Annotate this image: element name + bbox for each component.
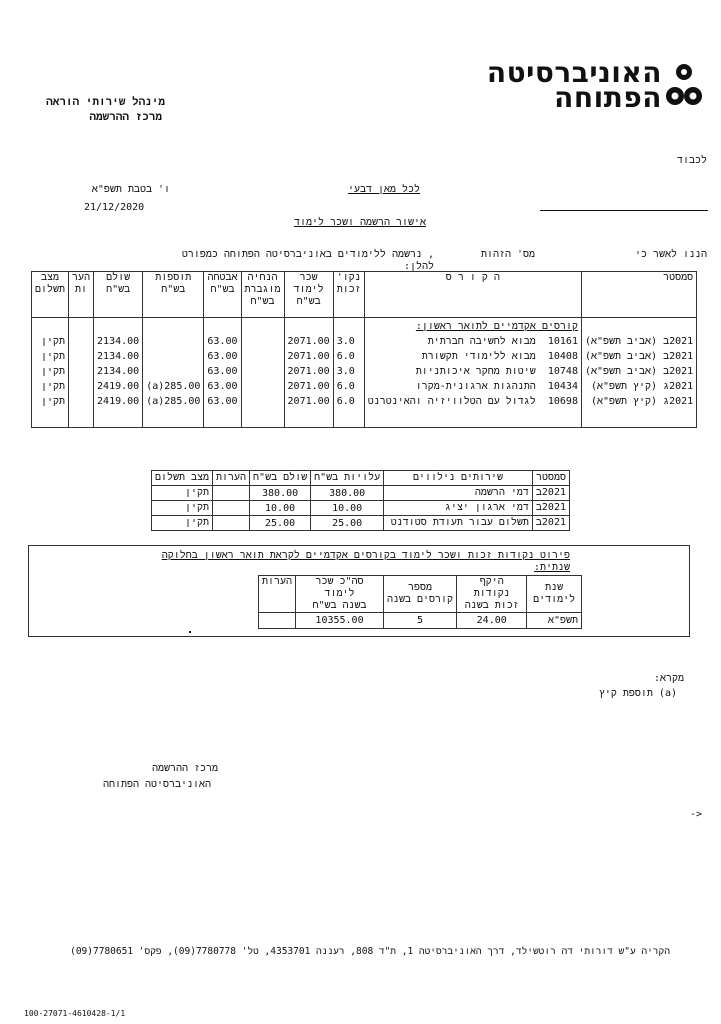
continuation-arrow: ->: [690, 809, 703, 820]
col-notes: הער ות: [69, 272, 94, 318]
section-title: קורסים אקדמיים לתואר ראשון:: [364, 318, 581, 337]
svc-paid: 10.00: [250, 501, 311, 516]
row-semester: 2021ג (קיץ תשפ"א): [581, 396, 696, 411]
row-insurance: 63.00: [204, 351, 241, 366]
row-credits: 6.0: [333, 381, 364, 396]
legend-title: מקרא:: [653, 673, 684, 684]
course-name: מבוא ללימודי תקשורת: [421, 351, 536, 362]
row-credits: 6.0: [333, 396, 364, 411]
col-paid: שולם בש"ח: [94, 272, 143, 318]
row-semester: 2021ב (אביב תשפ"א): [581, 351, 696, 366]
row-extras: [143, 366, 204, 381]
course-code: 10408: [547, 351, 578, 362]
row-course: [364, 381, 581, 396]
signature-line2: האוניברסיטה הפתוחה: [102, 779, 211, 790]
row-credits: 3.0: [333, 336, 364, 351]
intro-rest: , נרשמה ללימודים באוניברסיטה הפתוחה כמפורט להלן:: [181, 249, 434, 272]
dept-line2: מרכז ההרשמה: [89, 110, 162, 123]
table-spacer-row: [32, 411, 697, 427]
row-extras: 285.00(a): [143, 381, 204, 396]
addressee-label: לכבוד: [676, 155, 707, 166]
courses-table: [31, 271, 697, 428]
svc-cost: 10.00: [311, 501, 384, 516]
legend-item: (a) תוספת קיץ: [598, 688, 677, 699]
sum-notes: [259, 613, 296, 629]
row-semester: 2021ב (אביב תשפ"א): [581, 336, 696, 351]
services-header-row: [152, 471, 570, 486]
logo-icon: [666, 62, 702, 110]
row-extras: 285.00(a): [143, 396, 204, 411]
row-credits: 3.0: [333, 366, 364, 381]
svc-col-service: שירותים נילווים: [384, 471, 533, 486]
row-course: [364, 351, 581, 366]
intro-id: מס' הזהות: [480, 249, 535, 260]
table-row: [152, 486, 570, 501]
row-insurance: 63.00: [204, 381, 241, 396]
letter-subject: אישור הרשמה ושכר לימוד: [293, 217, 427, 228]
row-tuition: 2071.00: [284, 351, 333, 366]
svc-status: תקין: [152, 486, 213, 501]
col-enhanced: הנחיה מוגברת בש"ח: [241, 272, 284, 318]
summary-table: [258, 575, 582, 629]
row-course: [364, 396, 581, 411]
university-logo: [486, 56, 702, 114]
row-course: [364, 366, 581, 381]
svc-status: תקין: [152, 501, 213, 516]
course-code: 10434: [547, 381, 578, 392]
row-status: תקין: [41, 351, 66, 362]
signature-line1: מרכז ההרשמה: [151, 763, 218, 774]
logo-text-line1: האוניברסיטה: [486, 56, 662, 89]
row-paid: 2419.00: [94, 396, 143, 411]
row-paid: 2134.00: [94, 366, 143, 381]
col-course: ה ק ו ר ס: [364, 272, 581, 318]
hebrew-date: ו' בטבת תשפ"א: [91, 184, 170, 195]
col-insurance: אבטחה בש"ח: [204, 272, 241, 318]
row-extras: [143, 336, 204, 351]
row-tuition: 2071.00: [284, 381, 333, 396]
sum-col-year: שנת לימודים: [527, 576, 582, 613]
row-insurance: 63.00: [204, 366, 241, 381]
svc-semester: 2021ב: [532, 516, 569, 531]
course-code: 10161: [547, 336, 578, 347]
svc-paid: 380.00: [250, 486, 311, 501]
course-code: 10748: [547, 366, 578, 377]
row-extras: [143, 351, 204, 366]
svc-cost: 25.00: [311, 516, 384, 531]
course-name: מבוא לחשיבה חברתית: [427, 336, 536, 347]
col-semester: סמסטר: [581, 272, 696, 318]
svc-col-cost: עלויות בש"ח: [311, 471, 384, 486]
course-code: 10698: [547, 396, 578, 407]
col-tuition: שכר לימוד בש"ח: [284, 272, 333, 318]
svc-col-notes: הערות: [213, 471, 250, 486]
svc-paid: 25.00: [250, 516, 311, 531]
row-semester: 2021ג (קיץ תשפ"א): [581, 381, 696, 396]
services-table: [151, 470, 570, 531]
row-insurance: 63.00: [204, 396, 241, 411]
sum-year: תשפ"א: [527, 613, 582, 629]
svc-status: תקין: [152, 516, 213, 531]
col-status: מצב תשלום: [32, 272, 69, 318]
table-row: [32, 381, 697, 396]
sum-col-total: סה"כ שכר לימוד בשנה בש"ח: [296, 576, 384, 613]
row-paid: 2419.00: [94, 381, 143, 396]
row-paid: 2134.00: [94, 351, 143, 366]
col-credits: נקו' זכות: [333, 272, 364, 318]
sum-total: 10355.00: [296, 613, 384, 629]
document-code: 100-27071-4610428-1/1: [24, 1009, 126, 1018]
summary-title: פירוט נקודות זכות ושכר לימוד בקורסים אקדמיים לקראת תואר ראשון בחלוקה שנתית:: [161, 550, 570, 573]
sum-courses: 5: [383, 613, 456, 629]
section-title-row: [32, 318, 697, 337]
table-row: [152, 516, 570, 531]
row-status: תקין: [41, 336, 66, 347]
svc-semester: 2021ב: [532, 501, 569, 516]
row-credits: 6.0: [333, 351, 364, 366]
col-extras: תוספות בש"ח: [143, 272, 204, 318]
svc-col-semester: סמסטר: [532, 471, 569, 486]
table-row: [259, 613, 582, 629]
table-row: [32, 366, 697, 381]
row-status: תקין: [41, 381, 66, 392]
row-semester: 2021ב (אביב תשפ"א): [581, 366, 696, 381]
footer-address: הקריה ע"ש דורותי דה רוטשילד, דרך האוניברסיטה 1, ת"ד 808, רעננה 4353701, טל' 7780778(09), פקס' 7780651(09): [70, 946, 670, 957]
row-status: תקין: [41, 396, 66, 407]
summary-dot: [189, 631, 191, 633]
sum-col-notes: הערות: [259, 576, 296, 613]
svc-col-paid: שולם בש"ח: [250, 471, 311, 486]
gregorian-date: 21/12/2020: [84, 202, 145, 213]
summary-header-row: [259, 576, 582, 613]
row-course: [364, 336, 581, 351]
row-paid: 2134.00: [94, 336, 143, 351]
logo-text-line2: הפתוחה: [554, 81, 662, 114]
sum-col-courses: מספר קורסים בשנה: [383, 576, 456, 613]
svc-service: תשלום עבור תעודת סטודנט: [384, 516, 533, 531]
dept-line1: מינהל שירותי הוראה: [46, 95, 165, 108]
course-name: התנהגות ארגונית-מקרו: [415, 381, 536, 392]
courses-header-row: [32, 272, 697, 318]
course-name: שיטות מחקר איכותניות: [415, 366, 536, 377]
sum-col-credits: היקף נקודות זכות בשנה: [457, 576, 527, 613]
course-name: לגדול עם הטלוויזיה והאינטרנט: [367, 396, 536, 407]
table-row: [32, 396, 697, 411]
intro-right: הננו לאשר כי: [634, 249, 707, 260]
svc-service: דמי ארגון יציג: [384, 501, 533, 516]
svc-service: דמי הרשמה: [384, 486, 533, 501]
table-row: [32, 351, 697, 366]
row-tuition: 2071.00: [284, 396, 333, 411]
row-tuition: 2071.00: [284, 336, 333, 351]
row-insurance: 63.00: [204, 336, 241, 351]
row-status: תקין: [41, 366, 66, 377]
to-whom: לכל מאן דבעי: [347, 184, 420, 195]
svc-semester: 2021ב: [532, 486, 569, 501]
sum-credits: 24.00: [457, 613, 527, 629]
row-tuition: 2071.00: [284, 366, 333, 381]
table-row: [152, 501, 570, 516]
svc-col-status: מצב תשלום: [152, 471, 213, 486]
svc-cost: 380.00: [311, 486, 384, 501]
table-row: [32, 336, 697, 351]
addressee-line: [540, 210, 708, 211]
